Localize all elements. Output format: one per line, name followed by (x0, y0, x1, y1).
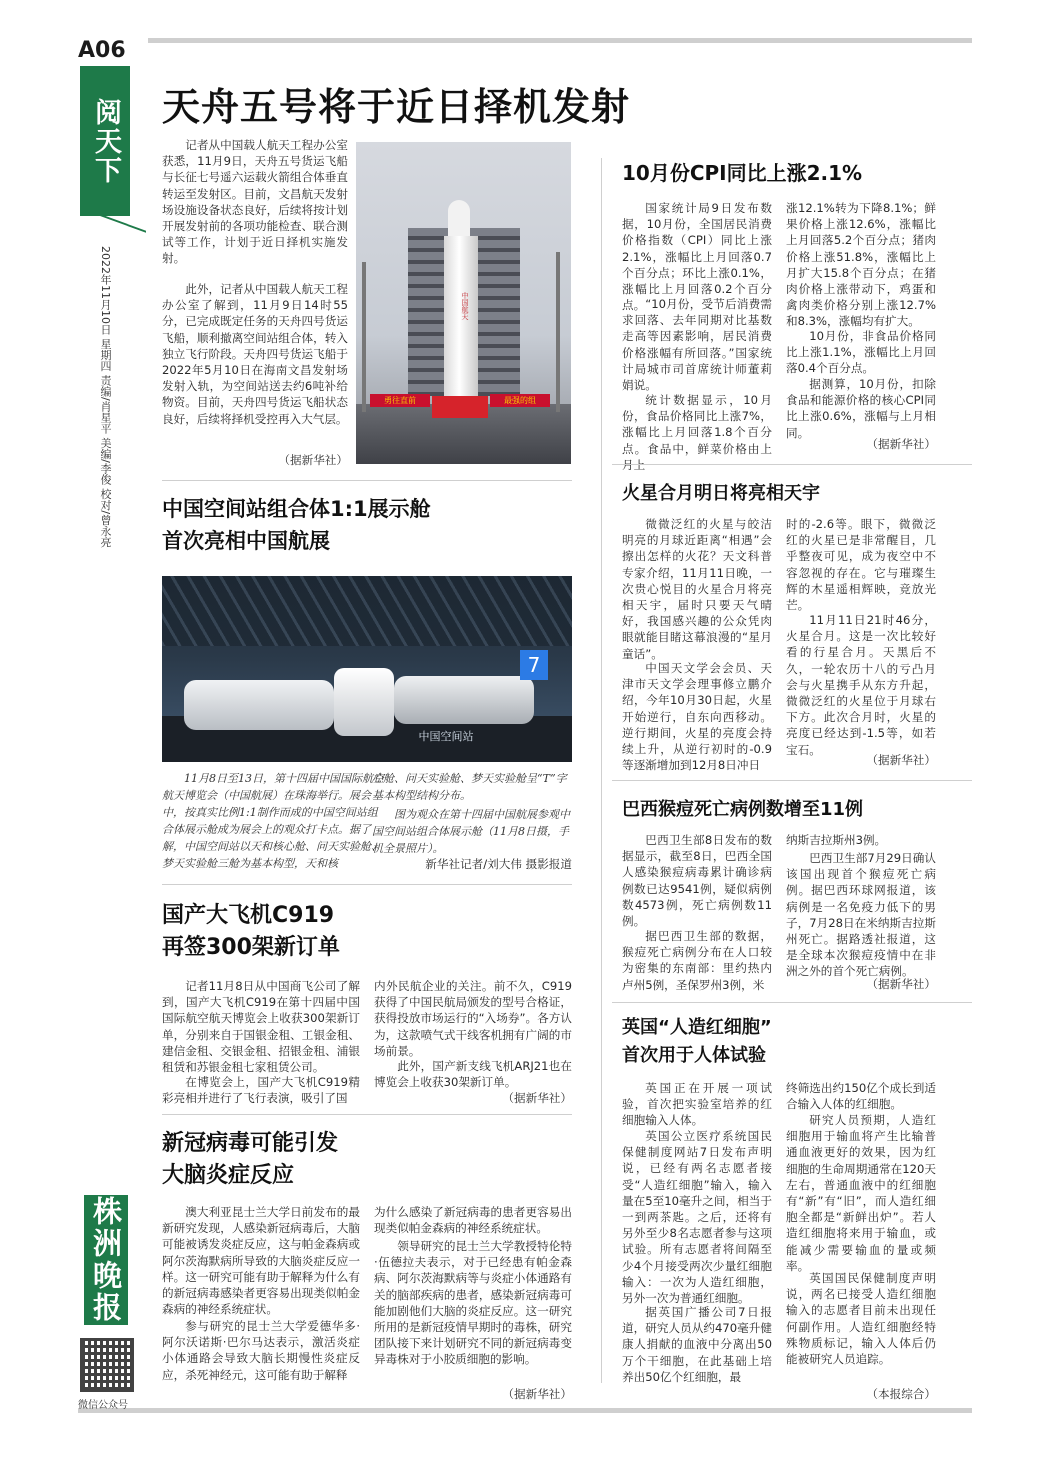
cpi-col1-p3: 统计数据显示，10月份，食品价格同比上涨7%，涨幅比上月回落1.8个百分点。食品中，鲜菜价格由上 (622, 393, 772, 456)
module-tianhe (184, 680, 334, 730)
c919-col2-p2: 此外，国产新支线飞机ARJ21也在博览会上收获30架新订单。 (374, 1059, 572, 1090)
brand-logo: 株洲晚报 (84, 1195, 128, 1325)
divider-brazil (612, 1002, 972, 1003)
flag (432, 396, 488, 418)
brazil-col2-p1: 纳斯吉拉斯州3例。 (786, 833, 887, 847)
qr-label: 微信公众号 (78, 1400, 128, 1411)
mars-col1-p2: 中国天文学会会员、天津市天文学会理事修立鹏介绍，今年10月30日起，火星开始逆行，自东向西移动。逆行期间，火星的亮度会持续上升，从逆行初时的-0.9等逐渐增加到12月8日冲日 (622, 661, 772, 773)
dateline: 2022年11月10日 星期四 责编/肖星平 美编/李俊 校对/曾永亮 (99, 246, 112, 548)
c919-title-line1: 国产大飞机C919 (162, 903, 335, 928)
cpi-source: （据新华社） (866, 437, 936, 451)
mars-source: （据新华社） (866, 753, 936, 767)
mars-col1-p1: 微微泛红的火星与皎洁明亮的月球近距离“相遇”会擦出怎样的火花？天文科普专家介绍，11月11日晚，一次贵心悦目的火星合月将亮相天宇，届时只要天气晴好，我国感兴趣的公众凭肉眼就能目睹这幕浪漫的“星月童话”。 (622, 517, 772, 661)
tower-right (556, 252, 560, 412)
module-wentian (394, 676, 534, 724)
brazil-col2-p2: 巴西卫生部7月29日确认该国出现首个猴痘死亡病例。据巴西环球网报道，该病例是一名免疫力低下的男子，7月28日在米纳斯吉拉斯州死亡。据路透社报道，这是全球本次猴痘疫情中在非洲之外的首个死亡病例。 (786, 851, 936, 979)
rbc-title-line2: 首次用于人体试验 (622, 1045, 766, 1066)
qr-code (80, 1338, 134, 1392)
covid-source: （据新华社） (502, 1387, 572, 1401)
c919-col1-p2: 在博览会上，国产大飞机C919精彩亮相并进行了飞行表演，吸引了国 (162, 1075, 360, 1106)
banner-left: 勇往直前 (370, 394, 430, 407)
cpi-col2-p3: 据测算，10月份，扣除食品和能源价格的核心CPI同比上涨0.6%，涨幅与上月相同。 (786, 377, 936, 440)
top-rule (148, 38, 972, 43)
divider-cpi (612, 464, 972, 465)
banner-right: 最强的组 (490, 394, 550, 407)
tower-left (362, 262, 366, 412)
covid-col2-p1: 为什么感染了新冠病毒的患者更容易出现类似帕金森病的神经系统症状。 (374, 1205, 572, 1236)
covid-title-line1: 新冠病毒可能引发 (162, 1131, 339, 1156)
rbc-col1-p2: 英国公立医疗系统国民保健制度网站7日发布声明说，已经有两名志愿者接受“人造红细胞”输入，输入量在5至10毫升之间，相当于一到两茶匙。之后，还将有另外至少8名志愿者参与这项试验。所有志愿者将间隔至少4个月接受两次少量红细胞输入：一次为人造红细胞，另外一次为普通红细胞。 (622, 1129, 772, 1306)
mars-title: 火星合月明日将亮相天宇 (622, 483, 820, 504)
booth-sign: 中国空间站 (418, 730, 474, 743)
rbc-title-line1: 英国“人造红细胞” (622, 1017, 772, 1038)
cpi-col1-p2: “10月份，受节后消费需求回落、去年同期对比基数走高等因素影响，居民消费价格涨幅有所回落。”国家统计局城市司首席统计师董莉娟说。 (622, 297, 772, 393)
c919-col2-p1: 内外民航企业的关注。前不久，C919获得了中国民航局颁发的型号合格证，获得投放市场运行的“入场券”。各方认为，这款喷气式干线客机拥有广阔的市场前景。 (374, 979, 572, 1058)
rocket-fairing (448, 200, 470, 236)
rocket-body (444, 236, 478, 404)
divider-lead (162, 480, 572, 481)
rbc-col1-p3: 据英国广播公司7日报道，研究人员从约470毫升健康人捐献的血液中分离出50万个干细胞，在此基础上培养出50亿个红细胞，最 (622, 1305, 772, 1384)
section-label: 阅天下 (80, 66, 130, 216)
booth-number: 7 (520, 650, 548, 680)
brazil-title: 巴西猴痘死亡病例数增至11例 (622, 799, 864, 820)
bottom-rule (78, 1408, 972, 1413)
divider-c919 (162, 1114, 572, 1115)
hall-roof (162, 576, 572, 646)
c919-source: （据新华社） (502, 1091, 572, 1105)
covid-col1-p2: 参与研究的昆士兰大学爱德华多·阿尔沃诺斯·巴尔马达表示，激活炎症小体通路会导致大脑长期慢性炎症反应，杀死神经元，这可能有助于解释 (162, 1319, 360, 1382)
brazil-source: （据新华社） (866, 977, 936, 991)
module-node (334, 668, 394, 736)
divider-mars (612, 780, 972, 781)
lead-paragraph-2: 此外，记者从中国载人航天工程办公室了解到，11月9日14时55分，已完成既定任务的天舟四号货运飞船，顺利撤离空间站组合体，转入独立飞行阶段。天舟四号货运飞船于2022年5月10日在海南文昌发射场发射入轨，为空间站送去约6吨补给物资。目前，天舟四号货运飞船状态良好，后续将择机受控再入大气层。 (162, 282, 348, 426)
column-divider (601, 158, 602, 1383)
covid-title-line2: 大脑炎症反应 (162, 1163, 295, 1188)
page-number: A06 (78, 38, 126, 63)
rbc-col1-p1: 英国正在开展一项试验，首次把实验室培养的红细胞输入人体。 (622, 1081, 772, 1128)
station-photo (162, 576, 572, 762)
rbc-col2-p2: 研究人员预期，人造红细胞用于输血将产生比输普通血液更好的效果，因为红细胞的生命周期通常在120天左右，普通血液中的红细胞有“新”有“旧”，而人造红细胞全都是“新鲜出炉”。若人造红细胞将来用于输血，或能减少需要输血的量或频率。 (786, 1113, 936, 1273)
lead-title: 天舟五号将于近日择机发射 (162, 85, 631, 129)
lead-source: （据新华社） (278, 453, 348, 467)
covid-col1-p1: 澳大利亚昆士兰大学日前发布的最新研究发现，人感染新冠病毒后，大脑可能被诱发炎症反应，这与帕金森病或阿尔茨海默病所导致的大脑炎症反应一样。这一研究可能有助于解释为什么有的新冠病毒感染者更容易出现类似帕金森病的神经系统症状。 (162, 1205, 360, 1317)
mars-col2-p2: 11月11日21时46分，火星合月。这是一次比较好看的行星合月。天黑后不久，一轮农历十八的亏凸月会与火星携手从东方升起，微微泛红的火星位于月球右下方。此次合月时，火星的亮度已经达到-1.5等，如若宝石。 (786, 613, 936, 757)
mars-col2-p1: 时的-2.6等。眼下，微微泛红的火星已是非常醒目，几乎整夜可见，成为夜空中不容忽视的存在。它与璀璨生辉的木星遥相辉映，竞放光芒。 (786, 517, 936, 613)
station-caption-right-2: 图为观众在第十四届中国航展参观中国空间站组合体展示舱（11月8日摄，手机全景照片）。 (372, 808, 570, 855)
station-title-line2: 首次亮相中国航展 (162, 529, 330, 553)
brazil-col1-p2: 据巴西卫生部的数据，猴痘死亡病例分布在人口较为密集的东南部：里约热内卢州5例，圣保罗州3例，米 (622, 929, 772, 992)
cpi-col1-p1: 国家统计局9日发布数据，10月份，全国居民消费价格指数（CPI）同比上涨2.1%，涨幅比上月回落0.7个百分点；环比上涨0.1%，涨幅比上月回落0.2个百分点。 (622, 201, 772, 313)
rbc-col2-p1: 终筛选出约150亿个成长到适合输入人体的红细胞。 (786, 1081, 936, 1112)
rocket-label: 中国航天 (461, 292, 469, 320)
c919-col1-p1: 记者11月8日从中国商飞公司了解到，国产大飞机C919在第十四届中国国际航空航天博览会上收获300架新订单，分别来自于国银金租、工银金租、建信金租、交银金租、招银金租、浦银租赁和苏银金租七家租赁公司。 (162, 979, 360, 1075)
covid-col2-p2: 领导研究的昆士兰大学教授特伦特·伍德拉夫表示，对于已经患有帕金森病、阿尔茨海默病等与炎症小体通路有关的脑部疾病的患者，感染新冠病毒可能加剧他们大脑的炎症反应。这一研究所用的是新冠疫情早期时的毒株，研究团队接下来计划研究不同的新冠病毒变异毒株对于小胶质细胞的影响。 (374, 1239, 572, 1367)
brazil-col1-p1: 巴西卫生部8日发布的数据显示，截至8日，巴西全国人感染猴痘病毒累计确诊病例数已达9541例，疑似病例数4573例，死亡病例数11例。 (622, 833, 772, 929)
station-caption-right: 心舱、问天实验舱、梦天实验舱呈“T”字基本构型结构分布。 (372, 772, 567, 802)
divider-station (162, 884, 572, 885)
c919-title-line2: 再签300架新订单 (162, 935, 340, 960)
rbc-col2-p3: 英国国民保健制度声明说，两名已接受人造红细胞输入的志愿者目前未出现任何副作用。人造红细胞经特殊物质标记，输入人体后仍能被研究人员追踪。 (786, 1271, 936, 1367)
station-credit: 新华社记者/刘大伟 摄影报道 (425, 857, 572, 871)
rocket-photo (356, 142, 571, 464)
cpi-col2-p2: 10月份，非食品价格同比上涨1.1%，涨幅比上月回落0.4个百分点。 (786, 329, 936, 376)
station-title-line1: 中国空间站组合体1:1展示舱 (162, 497, 431, 521)
cpi-title: 10月份CPI同比上涨2.1% (622, 161, 863, 185)
station-caption-left: 11月8日至13日，第十四届中国国际航空航天博览会（中国航展）在珠海举行。展会中，按真实比例1:1制作而成的中国空间站组合体展示舱成为展会上的观众打卡点。据了解，中国空间站以天和核心舱、问天实验舱、梦天实验舱三舱为基本构型，天和核 (162, 772, 384, 870)
cpi-col2-p1: 涨12.1%转为下降8.1%；鲜果价格上涨12.6%，涨幅比上月回落5.2个百分点；猪肉价格上涨51.8%，涨幅比上月扩大15.8个百分点；在猪肉价格上涨带动下，鸡蛋和禽肉类价格分别上涨12.7%和8.3%，涨幅均有扩大。 (786, 201, 936, 329)
lead-paragraph-1: 记者从中国载人航天工程办公室获悉，11月9日，天舟五号货运飞船与长征七号遥六运载火箭组合体垂直转运至发射区。目前，文昌航天发射场设施设备状态良好，后续将按计划开展发射前的各项功能检查、联合测试等工作，计划于近日择机实施发射。 (162, 138, 348, 266)
rbc-source: （本报综合） (866, 1387, 936, 1401)
